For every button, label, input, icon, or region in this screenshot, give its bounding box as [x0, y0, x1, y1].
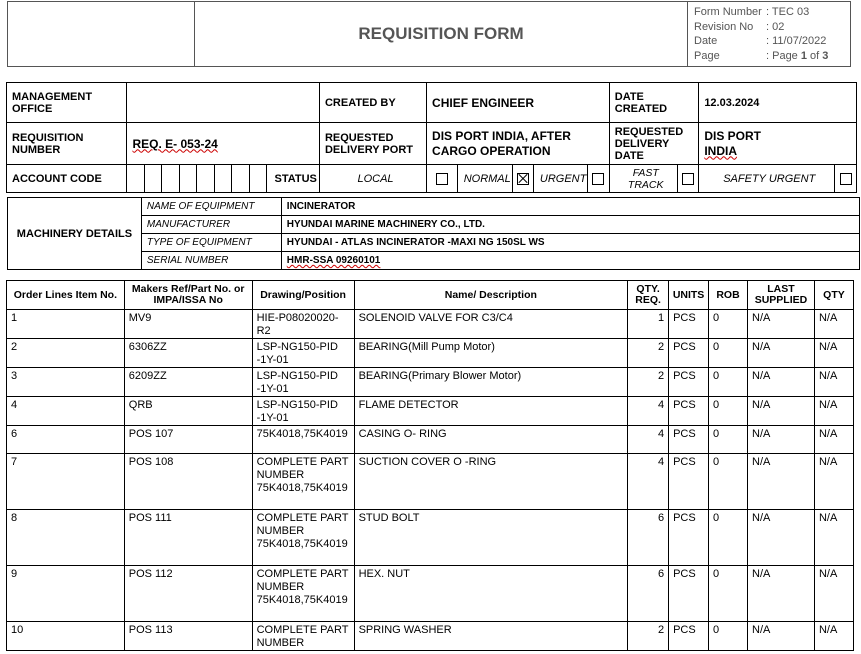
serial-number-label: SERIAL NUMBER	[141, 252, 281, 270]
checkbox-icon	[592, 173, 604, 185]
date-created-field[interactable]: 12.03.2024	[699, 83, 857, 123]
form-meta	[694, 5, 850, 63]
page-current: 1	[800, 49, 807, 62]
delivery-date-line-2: INDIA	[704, 143, 737, 158]
order-lines-table	[6, 280, 854, 651]
cell-qty-req[interactable]: 4	[628, 426, 669, 454]
requisition-number-field[interactable]	[127, 123, 320, 165]
cell-makers-ref[interactable]: POS 112	[124, 566, 252, 622]
serial-number-value[interactable]	[281, 252, 859, 270]
cell-makers-ref[interactable]: POS 111	[124, 510, 252, 566]
cell-last-supplied[interactable]: N/A	[748, 566, 815, 622]
cell-description[interactable]: SOLENOID VALVE FOR C3/C4	[354, 310, 628, 339]
col-header-rob: ROB	[709, 281, 748, 310]
account-code-cell[interactable]	[249, 165, 267, 193]
cell-description[interactable]: SUCTION COVER O -RING	[354, 454, 628, 510]
cell-last-supplied[interactable]: N/A	[748, 454, 815, 510]
revision-label: Revision No	[694, 20, 754, 33]
col-header-units: UNITS	[669, 281, 709, 310]
cell-makers-ref[interactable]: POS 113	[124, 622, 252, 651]
cell-description[interactable]: HEX. NUT	[354, 566, 628, 622]
equipment-name-value[interactable]: INCINERATOR	[281, 198, 859, 216]
machinery-table	[7, 197, 860, 270]
cell-drawing[interactable]: HIE-P08020020-R2	[252, 310, 354, 339]
cell-last-supplied[interactable]: N/A	[748, 397, 815, 426]
account-code-cell[interactable]	[179, 165, 197, 193]
cell-rob[interactable]: 0	[709, 510, 748, 566]
revision: : 02	[766, 20, 785, 33]
equipment-name-label: NAME OF EQUIPMENT	[141, 198, 281, 216]
account-code-cell[interactable]	[127, 165, 145, 193]
cell-item-no[interactable]: 10	[7, 622, 125, 651]
cell-qty[interactable]: N/A	[814, 339, 853, 368]
status-normal-label: NORMAL	[457, 165, 512, 193]
account-code-cell[interactable]	[162, 165, 180, 193]
cell-qty[interactable]: N/A	[814, 368, 853, 397]
checked-box-icon	[517, 173, 529, 185]
cell-item-no[interactable]: 6	[7, 426, 125, 454]
cell-qty[interactable]: N/A	[814, 622, 853, 651]
order-lines-body	[7, 310, 854, 651]
cell-makers-ref[interactable]: POS 107	[124, 426, 252, 454]
page-total: 3	[822, 49, 829, 62]
cell-rob[interactable]: 0	[709, 622, 748, 651]
order-row	[7, 368, 854, 397]
status-fast-track-label: FAST TRACK	[609, 165, 677, 193]
col-header-description: Name/ Description	[354, 281, 628, 310]
cell-units[interactable]: PCS	[669, 339, 709, 368]
cell-qty-req[interactable]: 2	[628, 368, 669, 397]
col-header-last-supplied: LAST SUPPLIED	[748, 281, 815, 310]
account-code-label: ACCOUNT CODE	[7, 165, 127, 193]
cell-description[interactable]: FLAME DETECTOR	[354, 397, 628, 426]
cell-description[interactable]: BEARING(Mill Pump Motor)	[354, 339, 628, 368]
cell-qty[interactable]: N/A	[814, 454, 853, 510]
cell-drawing[interactable]: COMPLETE PART NUMBER	[252, 622, 354, 651]
col-header-makers-ref: Makers Ref/Part No. or IMPA/ISSA No	[124, 281, 252, 310]
status-urgent-checkbox[interactable]	[588, 165, 610, 193]
equipment-type-label: TYPE OF EQUIPMENT	[141, 234, 281, 252]
info-table	[6, 82, 857, 193]
cell-qty-req[interactable]: 4	[628, 454, 669, 510]
col-header-qty-req: QTY. REQ.	[628, 281, 669, 310]
serial-number: HMR-SSA 09260101	[286, 255, 381, 266]
cell-rob[interactable]: 0	[709, 310, 748, 339]
requested-delivery-date-label: REQUESTED DELIVERY DATE	[609, 123, 699, 165]
cell-rob[interactable]: 0	[709, 368, 748, 397]
cell-description[interactable]: BEARING(Primary Blower Motor)	[354, 368, 628, 397]
col-header-item-no: Order Lines Item No.	[7, 281, 125, 310]
cell-qty-req[interactable]: 1	[628, 310, 669, 339]
equipment-type-value[interactable]: HYUNDAI - ATLAS INCINERATOR -MAXI NG 150SL WS	[281, 234, 859, 252]
status-safety-urgent-checkbox[interactable]	[835, 165, 857, 193]
cell-qty[interactable]: N/A	[814, 510, 853, 566]
machinery-details-label: MACHINERY DETAILS	[8, 198, 142, 270]
col-header-qty: QTY	[814, 281, 853, 310]
status-normal-checkbox[interactable]	[512, 165, 534, 193]
management-office-field[interactable]	[127, 83, 320, 123]
cell-rob[interactable]: 0	[709, 426, 748, 454]
form-title: REQUISITION FORM	[195, 2, 688, 66]
cell-units[interactable]: PCS	[669, 310, 709, 339]
manufacturer-label: MANUFACTURER	[141, 216, 281, 234]
cell-last-supplied[interactable]: N/A	[748, 622, 815, 651]
requested-delivery-port-label: REQUESTED DELIVERY PORT	[319, 123, 426, 165]
order-row	[7, 397, 854, 426]
requested-delivery-port-field[interactable]: DIS PORT INDIA, AFTER CARGO OPERATION	[427, 123, 610, 165]
status-safety-urgent-label: SAFETY URGENT	[699, 165, 835, 193]
cell-units[interactable]: PCS	[669, 622, 709, 651]
cell-units[interactable]: PCS	[669, 510, 709, 566]
checkbox-icon	[436, 173, 448, 185]
cell-drawing[interactable]: COMPLETE PART NUMBER 75K4018,75K4019	[252, 454, 354, 510]
requisition-number: REQ. E- 053-24	[132, 136, 218, 151]
cell-makers-ref[interactable]: POS 108	[124, 454, 252, 510]
cell-drawing[interactable]: LSP-NG150-PID -1Y-01	[252, 397, 354, 426]
cell-units[interactable]: PCS	[669, 566, 709, 622]
cell-item-no[interactable]: 8	[7, 510, 125, 566]
page-prefix: : Page	[766, 49, 801, 62]
cell-makers-ref[interactable]: 6306ZZ	[124, 339, 252, 368]
created-by-label: CREATED BY	[319, 83, 426, 123]
cell-item-no[interactable]: 1	[7, 310, 125, 339]
manufacturer-value[interactable]: HYUNDAI MARINE MACHINERY CO., LTD.	[281, 216, 859, 234]
order-row	[7, 310, 854, 339]
form-number: : TEC 03	[766, 6, 810, 18]
requested-delivery-date-field[interactable]	[699, 123, 857, 165]
cell-item-no[interactable]: 2	[7, 339, 125, 368]
cell-item-no[interactable]: 7	[7, 454, 125, 510]
cell-qty[interactable]: N/A	[814, 566, 853, 622]
account-code-cell[interactable]	[144, 165, 162, 193]
cell-rob[interactable]: 0	[709, 397, 748, 426]
status-fast-track-checkbox[interactable]	[677, 165, 699, 193]
cell-qty-req[interactable]: 4	[628, 397, 669, 426]
management-office-label: MANAGEMENT OFFICE	[7, 83, 127, 123]
cell-last-supplied[interactable]: N/A	[748, 339, 815, 368]
cell-qty-req[interactable]: 6	[628, 566, 669, 622]
account-code-cell[interactable]	[232, 165, 250, 193]
cell-description[interactable]: CASING O- RING	[354, 426, 628, 454]
page-of: of	[806, 49, 823, 62]
cell-rob[interactable]: 0	[709, 566, 748, 622]
page-indicator	[766, 49, 828, 64]
cell-drawing[interactable]: LSP-NG150-PID -1Y-01	[252, 339, 354, 368]
form-header	[7, 1, 851, 67]
cell-qty-req[interactable]: 6	[628, 510, 669, 566]
order-row	[7, 454, 854, 510]
cell-units[interactable]: PCS	[669, 454, 709, 510]
cell-drawing[interactable]: COMPLETE PART NUMBER 75K4018,75K4019	[252, 510, 354, 566]
checkbox-icon	[682, 173, 694, 185]
cell-item-no[interactable]: 4	[7, 397, 125, 426]
status-label: STATUS	[267, 165, 320, 193]
account-code-cell[interactable]	[214, 165, 232, 193]
cell-drawing[interactable]: LSP-NG150-PID -1Y-01	[252, 368, 354, 397]
cell-description[interactable]: SPRING WASHER	[354, 622, 628, 651]
cell-qty-req[interactable]: 2	[628, 622, 669, 651]
cell-makers-ref[interactable]: 6209ZZ	[124, 368, 252, 397]
account-code-cell[interactable]	[197, 165, 215, 193]
cell-drawing[interactable]: 75K4018,75K4019	[252, 426, 354, 454]
cell-item-no[interactable]: 3	[7, 368, 125, 397]
cell-units[interactable]: PCS	[669, 368, 709, 397]
cell-item-no[interactable]: 9	[7, 566, 125, 622]
cell-rob[interactable]: 0	[709, 339, 748, 368]
date-label: Date	[694, 35, 718, 47]
delivery-date-line-1: DIS PORT	[704, 128, 761, 143]
requisition-number-label: REQUISITION NUMBER	[7, 123, 127, 165]
order-row	[7, 622, 854, 651]
logo-area	[8, 2, 195, 66]
cell-units[interactable]: PCS	[669, 426, 709, 454]
cell-makers-ref[interactable]: MV9	[124, 310, 252, 339]
date-created-label: DATE CREATED	[609, 83, 699, 123]
order-row	[7, 339, 854, 368]
cell-last-supplied[interactable]: N/A	[748, 368, 815, 397]
cell-last-supplied[interactable]: N/A	[748, 510, 815, 566]
order-row	[7, 426, 854, 454]
form-number-label: Form Number	[694, 6, 762, 18]
cell-last-supplied[interactable]: N/A	[748, 310, 815, 339]
page-label: Page	[694, 49, 720, 62]
form-date: : 11/07/2022	[766, 35, 827, 47]
cell-rob[interactable]: 0	[709, 454, 748, 510]
cell-last-supplied[interactable]: N/A	[748, 426, 815, 454]
cell-makers-ref[interactable]: QRB	[124, 397, 252, 426]
status-urgent-label: URGENT	[534, 165, 588, 193]
status-local-checkbox[interactable]	[427, 165, 458, 193]
order-row	[7, 510, 854, 566]
cell-qty-req[interactable]: 2	[628, 339, 669, 368]
cell-qty[interactable]: N/A	[814, 310, 853, 339]
col-header-drawing: Drawing/Position	[252, 281, 354, 310]
cell-qty[interactable]: N/A	[814, 397, 853, 426]
status-local-label: LOCAL	[319, 165, 426, 193]
created-by-field[interactable]: CHIEF ENGINEER	[427, 83, 610, 123]
cell-description[interactable]: STUD BOLT	[354, 510, 628, 566]
order-row	[7, 566, 854, 622]
cell-units[interactable]: PCS	[669, 397, 709, 426]
checkbox-icon	[840, 173, 852, 185]
cell-drawing[interactable]: COMPLETE PART NUMBER 75K4018,75K4019	[252, 566, 354, 622]
cell-qty[interactable]: N/A	[814, 426, 853, 454]
